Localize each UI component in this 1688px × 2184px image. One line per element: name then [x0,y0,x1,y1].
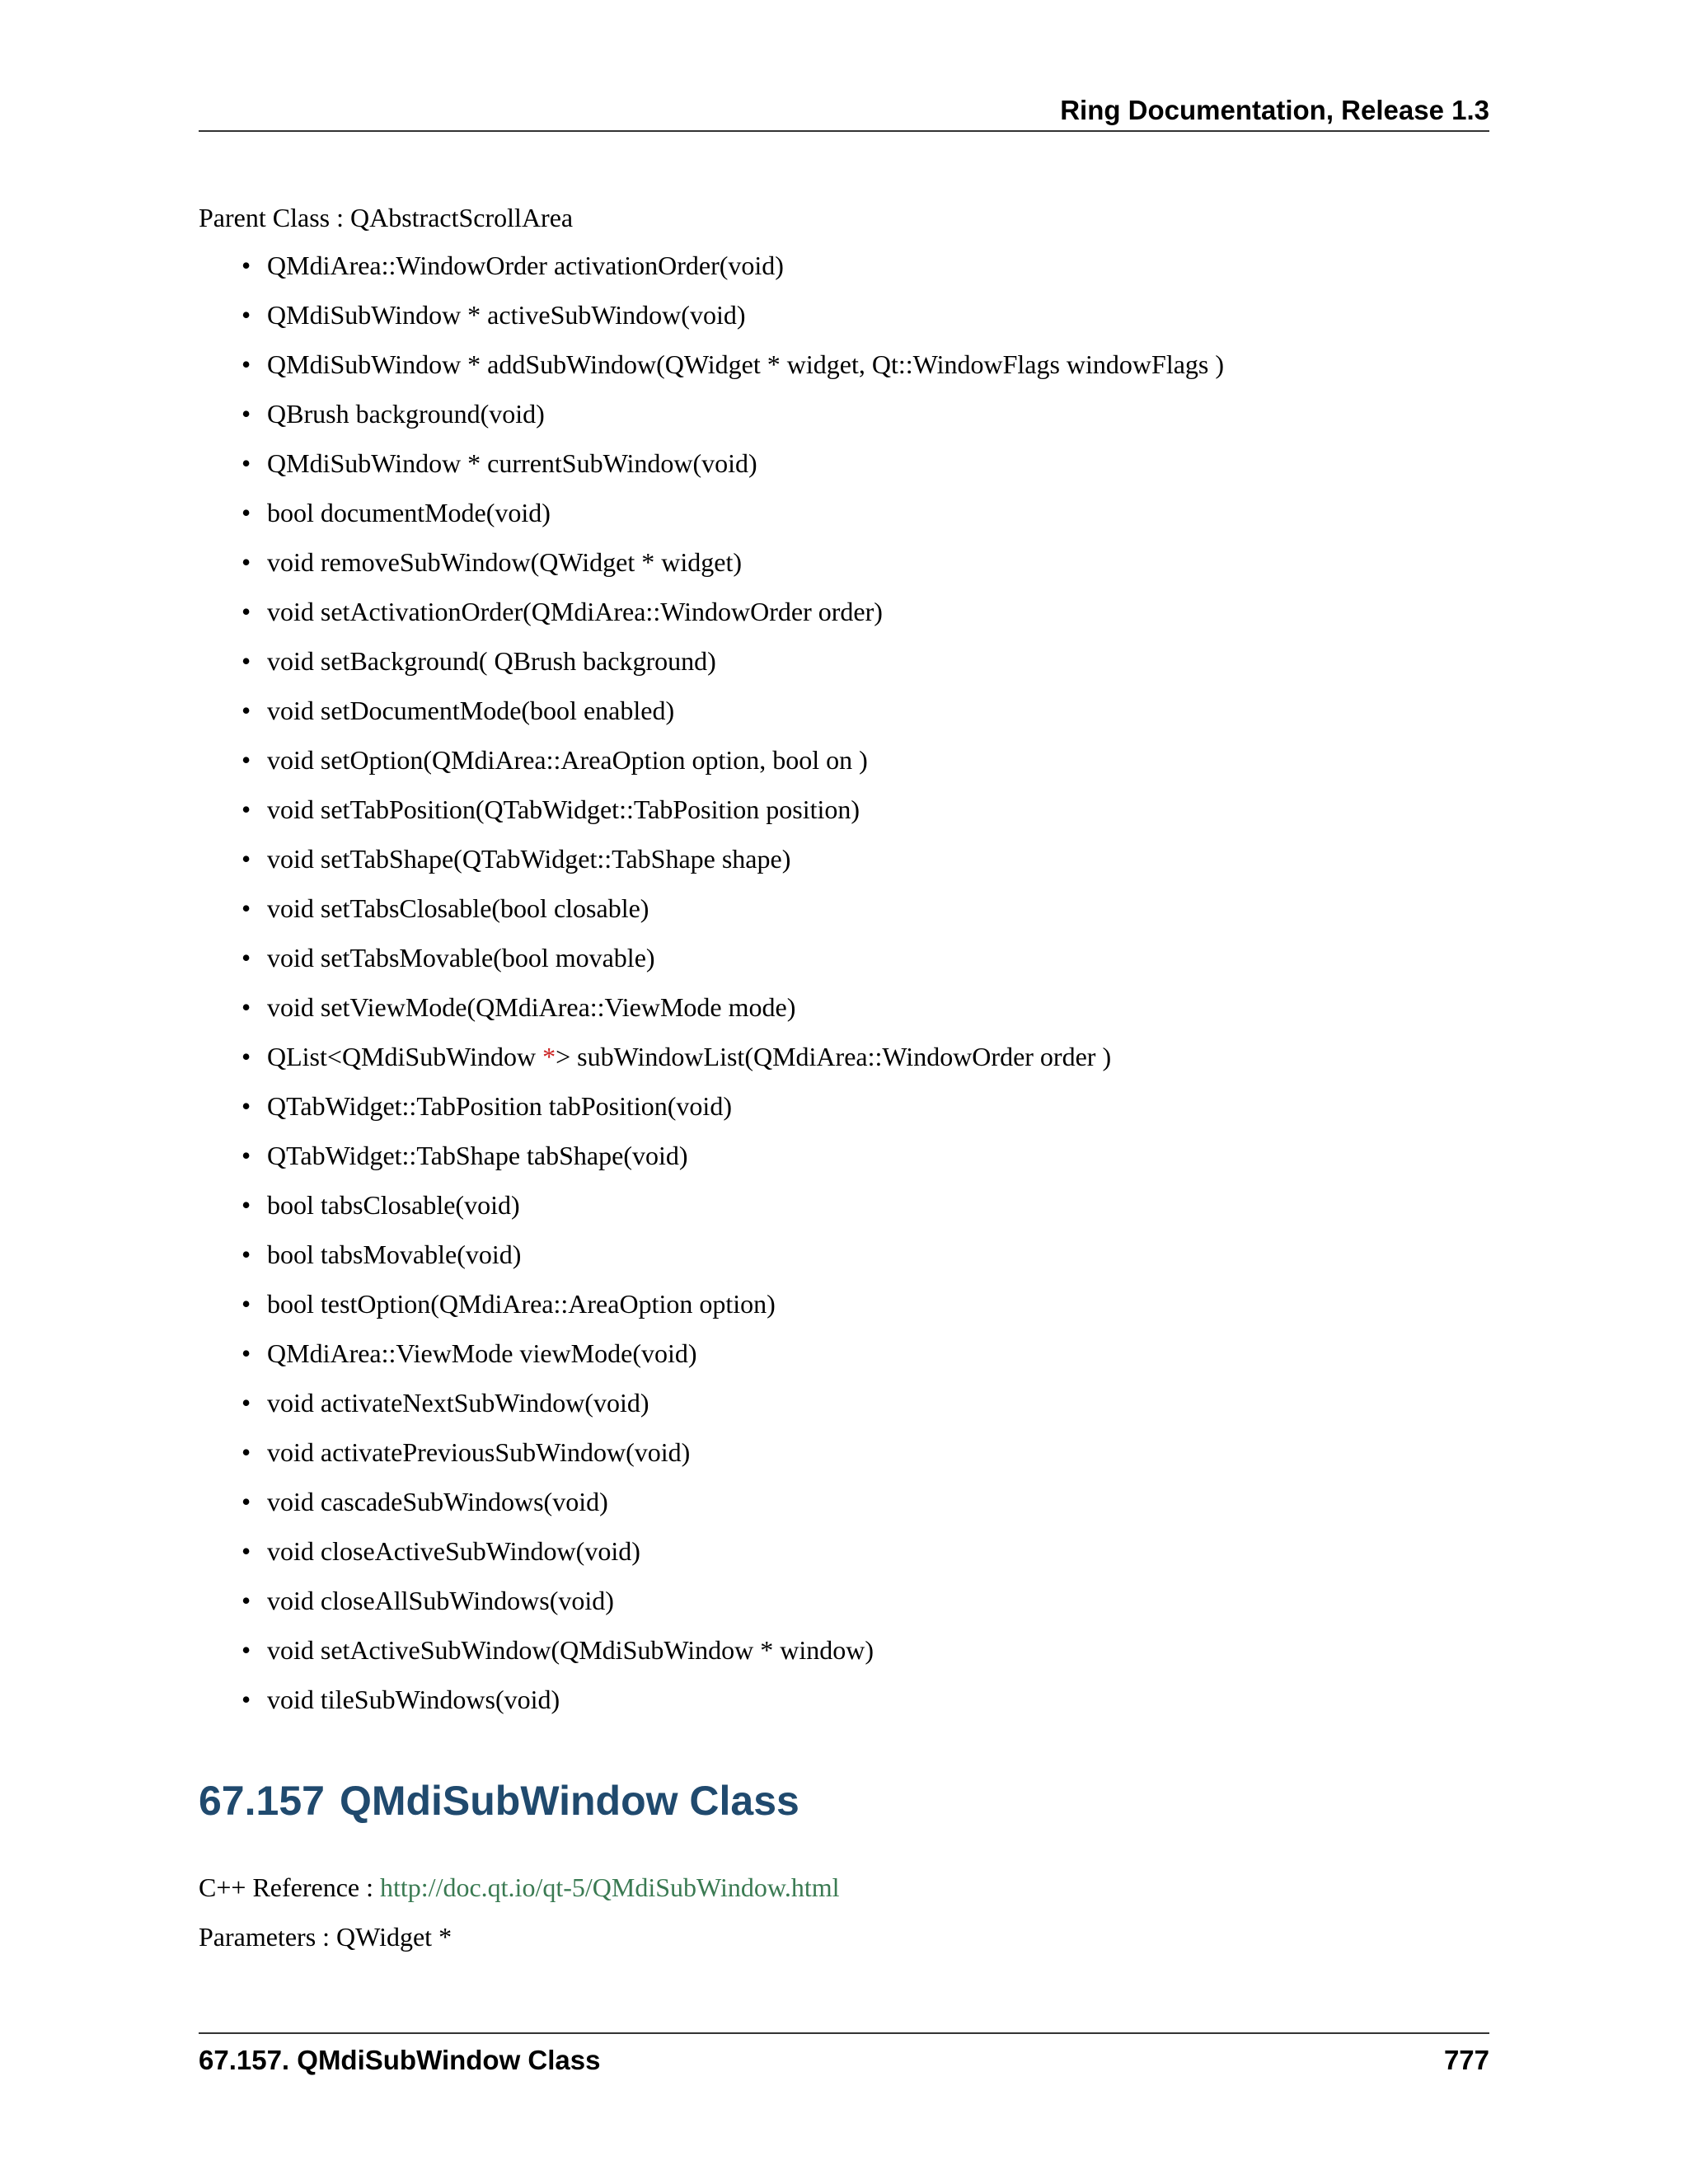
method-text: QMdiArea::ViewMode viewMode(void) [267,1338,697,1368]
method-item [199,793,1489,842]
bullet-icon: • [241,1388,251,1418]
method-text: QTabWidget::TabPosition tabPosition(void) [267,1091,732,1121]
footer-section: 67.157. QMdiSubWindow Class [199,2045,601,2075]
method-text: void closeActiveSubWindow(void) [267,1536,640,1566]
method-text: QMdiSubWindow * currentSubWindow(void) [267,448,757,478]
method-text: void setOption(QMdiArea::AreaOption option, bool on ) [267,745,868,775]
method-text: void setDocumentMode(bool enabled) [267,696,675,725]
method-text: QMdiArea::WindowOrder activationOrder(void) [267,251,784,280]
method-text: void activateNextSubWindow(void) [267,1388,649,1418]
bullet-icon: • [241,498,251,527]
bullet-icon: • [241,399,251,429]
bullet-icon: • [241,893,251,923]
bullet-icon: • [241,844,251,874]
bullet-icon: • [241,1240,251,1269]
method-item [199,842,1489,892]
method-item [199,496,1489,546]
bullet-icon: • [241,696,251,725]
bullet-icon: • [241,547,251,577]
cpp-reference-label: C++ Reference : [199,1872,380,1902]
section-title-text: QMdiSubWindow Class [339,1778,799,1824]
bullet-icon: • [241,1190,251,1220]
bullet-icon: • [241,745,251,775]
method-item [199,348,1489,397]
method-item [199,644,1489,694]
parameters-line: Parameters : QWidget * [199,1922,452,1952]
method-item [199,941,1489,991]
section-heading [199,1774,799,1827]
method-text: QTabWidget::TabShape tabShape(void) [267,1141,688,1170]
page-header [199,91,1489,132]
method-text: void setTabsMovable(bool movable) [267,943,655,972]
methods-list [199,249,1489,1732]
method-text: void removeSubWindow(QWidget * widget) [267,547,742,577]
bullet-icon: • [241,1536,251,1566]
bullet-icon: • [241,597,251,626]
method-text: bool tabsClosable(void) [267,1190,520,1220]
method-item [199,991,1489,1040]
method-item [199,249,1489,298]
method-text: void setTabPosition(QTabWidget::TabPosition position) [267,794,860,824]
parent-class-line: Parent Class : QAbstractScrollArea [199,203,574,232]
bullet-icon: • [241,1685,251,1714]
method-item [199,397,1489,447]
method-item [199,1633,1489,1683]
bullet-icon: • [241,646,251,676]
header-title: Ring Documentation, Release 1.3 [1060,95,1489,125]
bullet-icon: • [241,943,251,972]
method-item [199,1188,1489,1238]
bullet-icon: • [241,794,251,824]
method-text: bool tabsMovable(void) [267,1240,522,1269]
bullet-icon: • [241,251,251,280]
method-item [199,447,1489,496]
bullet-icon: • [241,300,251,330]
method-item [199,694,1489,743]
method-item [199,1337,1489,1386]
method-item [199,1139,1489,1188]
bullet-icon: • [241,448,251,478]
method-item [199,1090,1489,1139]
method-item [199,1040,1489,1090]
method-item [199,1485,1489,1535]
method-item [199,1584,1489,1633]
method-highlight-star: * [542,1042,556,1071]
method-text: void setBackground( QBrush background) [267,646,716,676]
bullet-icon: • [241,1042,251,1071]
method-item [199,1238,1489,1287]
page-number: 777 [1443,2045,1489,2075]
method-item [199,1436,1489,1485]
method-item [199,743,1489,793]
page-footer [199,2032,1489,2080]
method-item [199,546,1489,595]
section-number: 67.157 [199,1778,325,1824]
method-text: bool documentMode(void) [267,498,551,527]
method-item [199,1683,1489,1732]
bullet-icon: • [241,1338,251,1368]
method-text: void closeAllSubWindows(void) [267,1586,614,1615]
method-text-after: > subWindowList(QMdiArea::WindowOrder order ) [556,1042,1112,1071]
method-text-before: QList<QMdiSubWindow [267,1042,543,1071]
method-text: void setActivationOrder(QMdiArea::WindowOrder order) [267,597,883,626]
method-item [199,595,1489,644]
bullet-icon: • [241,1487,251,1516]
method-item [199,1287,1489,1337]
method-item [199,892,1489,941]
method-text: QMdiSubWindow * addSubWindow(QWidget * widget, Qt::WindowFlags windowFlags ) [267,349,1225,379]
method-text: void setActiveSubWindow(QMdiSubWindow * window) [267,1635,874,1665]
cpp-reference-link[interactable]: http://doc.qt.io/qt-5/QMdiSubWindow.html [380,1872,840,1902]
method-text: void cascadeSubWindows(void) [267,1487,608,1516]
method-item [199,1535,1489,1584]
bullet-icon: • [241,1289,251,1319]
method-text: void tileSubWindows(void) [267,1685,560,1714]
method-item [199,298,1489,348]
cpp-reference-line [199,1871,1489,1904]
method-item [199,1386,1489,1436]
bullet-icon: • [241,1091,251,1121]
bullet-icon: • [241,1141,251,1170]
bullet-icon: • [241,1437,251,1467]
method-text: bool testOption(QMdiArea::AreaOption option) [267,1289,776,1319]
method-text: void setTabsClosable(bool closable) [267,893,649,923]
method-text: void setTabShape(QTabWidget::TabShape shape) [267,844,791,874]
bullet-icon: • [241,349,251,379]
method-text: void activatePreviousSubWindow(void) [267,1437,691,1467]
method-text: QBrush background(void) [267,399,545,429]
method-text: void setViewMode(QMdiArea::ViewMode mode) [267,992,796,1022]
bullet-icon: • [241,1635,251,1665]
bullet-icon: • [241,1586,251,1615]
bullet-icon: • [241,992,251,1022]
method-text: QMdiSubWindow * activeSubWindow(void) [267,300,746,330]
